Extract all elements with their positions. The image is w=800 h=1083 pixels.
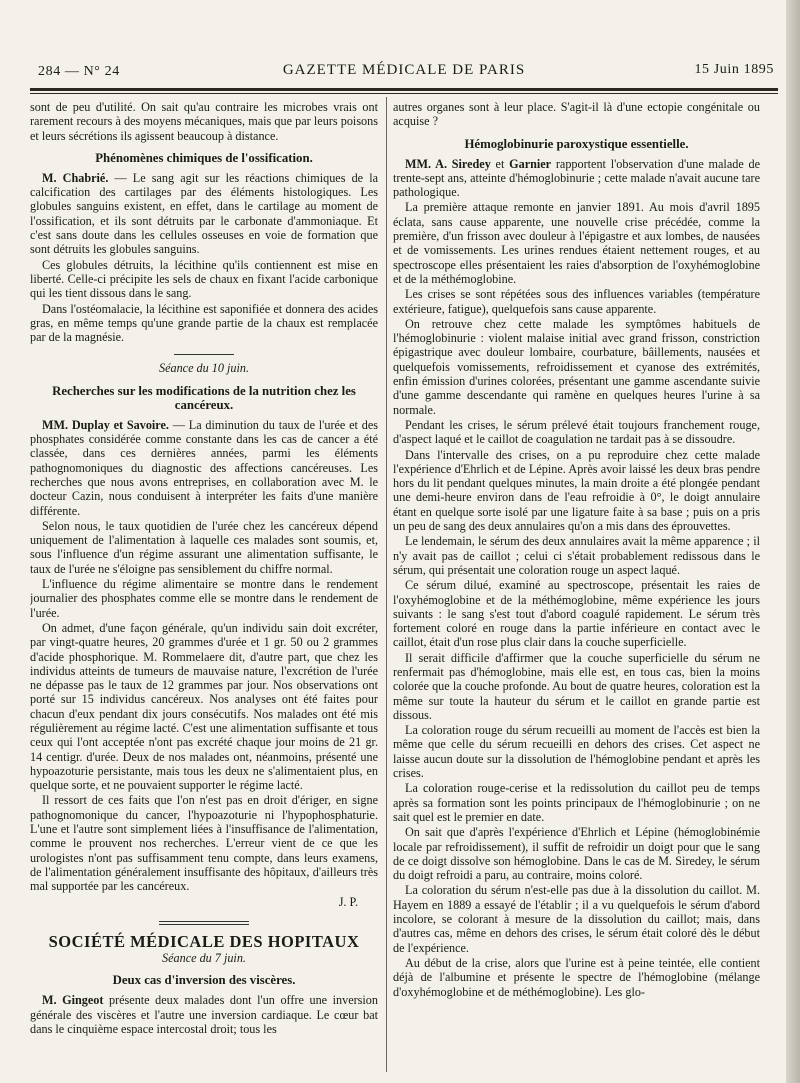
author-name: MM. A. Siredey bbox=[405, 156, 491, 171]
session-date: Séance du 10 juin. bbox=[158, 361, 250, 376]
paragraph: Il serait difficile d'affirmer que la couche superficielle du sérum ne renfermait pas d'hémoglobine, mais elle est, en tous cas, bien la moins colorée que la couche profonde. Au bout de quatre heures, coloration est la même sur toute la hauteur du sérum et le caillot en grande partie est dissous. bbox=[393, 650, 760, 722]
paragraph-text: — Le sang agit sur les réactions chimiques de la calcification des cartilages par des éléments histologiques. Les globules sanguins existent, en effet, dans le cartilage au moment de l'ossification, et ils sont détruits par le carbonate d'ammoniaque. Et c'est sans doute dans les cellules osseuses en voie de formation que sont détruits les globules sanguins. bbox=[30, 170, 378, 257]
paragraph: La coloration du sérum n'est-elle pas due à la dissolution du caillot. M. Hayem en 1889 a essayé de l'établir ; il a vu quelquefois le sérum d'abord incolore, se colorant à mesure de la dissolution du caillot; mais, dans d'autres cas, même en dehors des crises, le sérum était coloré dès le début de l'expérience. bbox=[393, 883, 760, 955]
paragraph: Au début de la crise, alors que l'urine est à peine teintée, elle contient déjà de l'albumine et présente le spectre de l'hémoglobine (mélange d'oxyhémoglobine et de méthémoglobine). Les glo- bbox=[393, 955, 760, 999]
right-column bbox=[393, 100, 760, 1070]
paragraph: Dans l'intervalle des crises, on a pu reproduire chez cette malade l'expérience d'Ehrlich et de Lépine. Après avoir laissé les deux bras pendre hors du lit pendant quelques minutes, la main droite a été plongée pendant une demi-heure environ dans de l'eau refroidie à 0°, le doigt annulaire étant en quelque sorte isolé par une ligature faite à sa base ; puis on a pris un peu de sang des deux annulaires qu'on a mis dans des éprouvettes. bbox=[393, 447, 760, 534]
signature: J. P. bbox=[338, 894, 358, 909]
paragraph: sont de peu d'utilité. On sait qu'au contraire les microbes vrais ont rarement recours à des moyens mécaniques, mais que par leurs poisons et leurs sécrétions ils agissent beaucoup à distance. bbox=[30, 100, 378, 143]
session-date: Séance du 7 juin. bbox=[162, 951, 246, 966]
page-number: 284 — N° 24 bbox=[38, 64, 120, 79]
section-heading: Deux cas d'inversion des viscères. bbox=[112, 973, 296, 988]
paragraph: On sait que d'après l'expérience d'Ehrlich et Lépine (hémoglobinémie locale par refroidissement), il suffit de refroidir un doigt pour que le sang de ce doigt dissolve son hémoglobine. Dans le cas de M. Siredey, le sérum du doigt refroidi a paru, au contraire, moins coloré. bbox=[393, 825, 760, 883]
paragraph-text: présente deux malades dont l'un offre une inversion générale des viscères et l'autre une inversion cardiaque. Le cœur bat dans le cinquième espace intercostal droit; tous les bbox=[30, 993, 378, 1037]
page-header bbox=[30, 58, 778, 84]
author-name: MM. Duplay et Savoire. bbox=[42, 417, 169, 432]
header-rule-thin bbox=[30, 93, 778, 94]
paragraph: Les crises se sont répétées sous des influences variables (température extérieure, fatigue), quelquefois sans cause apparente. bbox=[393, 287, 760, 316]
author-name: M. Chabrié. bbox=[42, 170, 109, 185]
paragraph: Le lendemain, le sérum des deux annulaires avait la même apparence ; il n'y avait pas de caillot ; celui ci s'était probablement redissous dans le sérum, qui présentait une coloration rouge un aspect laqué. bbox=[393, 534, 760, 577]
paragraph: Dans l'ostéomalacie, la lécithine est saponifiée et donnera des acides gras, en même temps qu'une grande partie de la chaux est remplacée par de la magnésie. bbox=[30, 301, 378, 345]
paragraph bbox=[30, 418, 378, 518]
section-heading: Hémoglobinurie paroxystique essentielle. bbox=[464, 136, 689, 151]
paragraph: Ce sérum dilué, examiné au spectroscope, présentait les raies de l'oxyhémoglobine et de la méthémoglobine, même expérience les jours suivants : le sang s'est tout d'abord coagulé rapidement. Le sérum très fortement coloré en rouge dans la partie inférieure en contact avec le caillot, était d'un rose plus clair dans la couche superficielle. bbox=[393, 578, 760, 650]
paragraph bbox=[30, 993, 378, 1036]
paragraph: La coloration rouge du sérum recueilli au moment de l'accès est bien la même que celle du sérum recueilli en dehors des crises. Cet aspect ne laisse aucun doute sur la dissolution de l'hémoglobine pendant et après les crises. bbox=[393, 723, 760, 781]
paragraph bbox=[393, 157, 760, 200]
paragraph: La première attaque remonte en janvier 1891. Au mois d'avril 1895 éclata, sans cause apparente, une nouvelle crise précédée, comme la première, d'un frisson avec douleur à l'épigastre et aux lombes, de nausées et de vomissements. Les urines rendues étaient nettement rouges, et au spectroscope elles présentaient les raies d'absorption de l'oxyhémoglobine et de la méthémoglobine. bbox=[393, 200, 760, 286]
paragraph: Il ressort de ces faits que l'on n'est pas en droit d'ériger, en signe pathognomonique du cancer, l'hypoazoturie ni l'hypophosphaturie. L'une et l'autre sont simplement liées à l'insuffisance de l'alimentation, comme le prouvent nos recherches. L'erreur vient de ce que les urologistes n'ont pas suffisamment tenu compte, dans leurs examens, de l'alimentation généralement insuffisante des hôpitaux, d'ailleurs très mal supportée par les cancéreux. bbox=[30, 793, 378, 894]
section-separator bbox=[174, 354, 234, 355]
issue-date: 15 Juin 1895 bbox=[694, 62, 774, 77]
paragraph: autres organes sont à leur place. S'agit-il là d'une ectopie congénitale ou acquise ? bbox=[393, 100, 760, 129]
section-separator bbox=[159, 921, 249, 925]
paragraph: L'influence du régime alimentaire se montre dans le rendement journalier des phosphates comme elle se montre dans le rendement de l'urée. bbox=[30, 577, 378, 620]
paragraph: Selon nous, le taux quotidien de l'urée chez les cancéreux dépend uniquement de l'alimentation à laquelle ces malades sont soumis, et, sous l'influence d'un régime assurant une alimentation suffisante, le taux de l'urée ne s'éloigne pas sensiblement du chiffre normal. bbox=[30, 518, 378, 576]
section-heading: Phénomènes chimiques de l'ossification. bbox=[95, 150, 313, 165]
binding-edge bbox=[786, 0, 800, 1083]
header-rule-thick bbox=[30, 88, 778, 91]
paragraph bbox=[30, 171, 378, 257]
author-name: M. Gingeot bbox=[42, 993, 104, 1008]
author-name: Garnier bbox=[509, 156, 552, 171]
paragraph-text: et bbox=[490, 156, 510, 171]
left-column bbox=[30, 100, 378, 1070]
paragraph: On retrouve chez cette malade les symptômes habituels de l'hémoglobinurie : violent malaise initial avec grand frisson, constriction épigastrique avec douleur lombaire, courbature, bâillements, nausées et quelquefois vomissements, refroidissement et cyanose des extrémités, enfin émission d'urines colorées, présentant une gamme ascendante suivie d'une gamme descendante qui ramène en quelques heures l'urine à sa normale. bbox=[393, 316, 760, 417]
column-divider bbox=[386, 97, 387, 1072]
paragraph-text: rapportent l'observation d'une malade de trente-sept ans, atteinte d'hémoglobinurie ; cette malade n'avait aucune tare pathologique. bbox=[393, 156, 760, 200]
society-heading: SOCIÉTÉ MÉDICALE DES HOPITAUX bbox=[48, 931, 360, 951]
paragraph-text: — La diminution du taux de l'urée et des phosphates considérée comme constante dans les cas de cancer a été classée, dans ces dernières années, parmi les éléments pathognomoniques du diagnostic des affections cancéreuses. Les recherches que nous avons entreprises, en collaboration avec M. le docteur Cazin, nous conduisent à interpréter les faits d'une manière différente. bbox=[30, 417, 378, 518]
paragraph: La coloration rouge-cerise et la redissolution du caillot peu de temps après sa formation sont les points principaux de l'hémoglobinurie ; on ne sait quel est le premier en date. bbox=[393, 781, 760, 824]
paragraph: Pendant les crises, le sérum prélevé était toujours franchement rouge, d'aspect laqué et le caillot de coagulation ne tardait pas à se dissoudre. bbox=[393, 417, 760, 447]
paragraph: Ces globules détruits, la lécithine qu'ils contiennent est mise en liberté. Celle-ci précipite les sels de chaux en fixant l'acide carbonique qui les tient dissous dans le sang. bbox=[30, 257, 378, 301]
paragraph: On admet, d'une façon générale, qu'un individu sain doit excréter, par vingt-quatre heures, 20 grammes d'urée et 1 gr. 50 ou 2 grammes d'acide phosphorique. M. Rommelaere dit, d'autre part, que chez les individus atteints de tumeurs de mauvaise nature, l'excrétion de l'urée ne dépasse pas le taux de 12 grammes par jour. Nos observations ont porté sur 15 individus cancéreux. Nos analyses ont été faites pour chacun d'eux pendant dix jours consécutifs. Nos malades ont été mis régulièrement au régime lacté. C'est une alimentation suffisante et tous ceux qui l'ont acceptée n'ont pas excrété chaque jour moins de 21 gr. 14 centigr. d'urée. Deux de nos malades ont, néanmoins, présenté une hypoazoturie persistante, mais tous les deux ne s'alimentaient plus, en quelque sorte, et ne pouvaient supporter le régime lacté. bbox=[30, 620, 378, 793]
journal-title: GAZETTE MÉDICALE DE PARIS bbox=[282, 62, 526, 78]
section-heading: Recherches sur les modifications de la nutrition chez les cancéreux. bbox=[52, 383, 356, 412]
